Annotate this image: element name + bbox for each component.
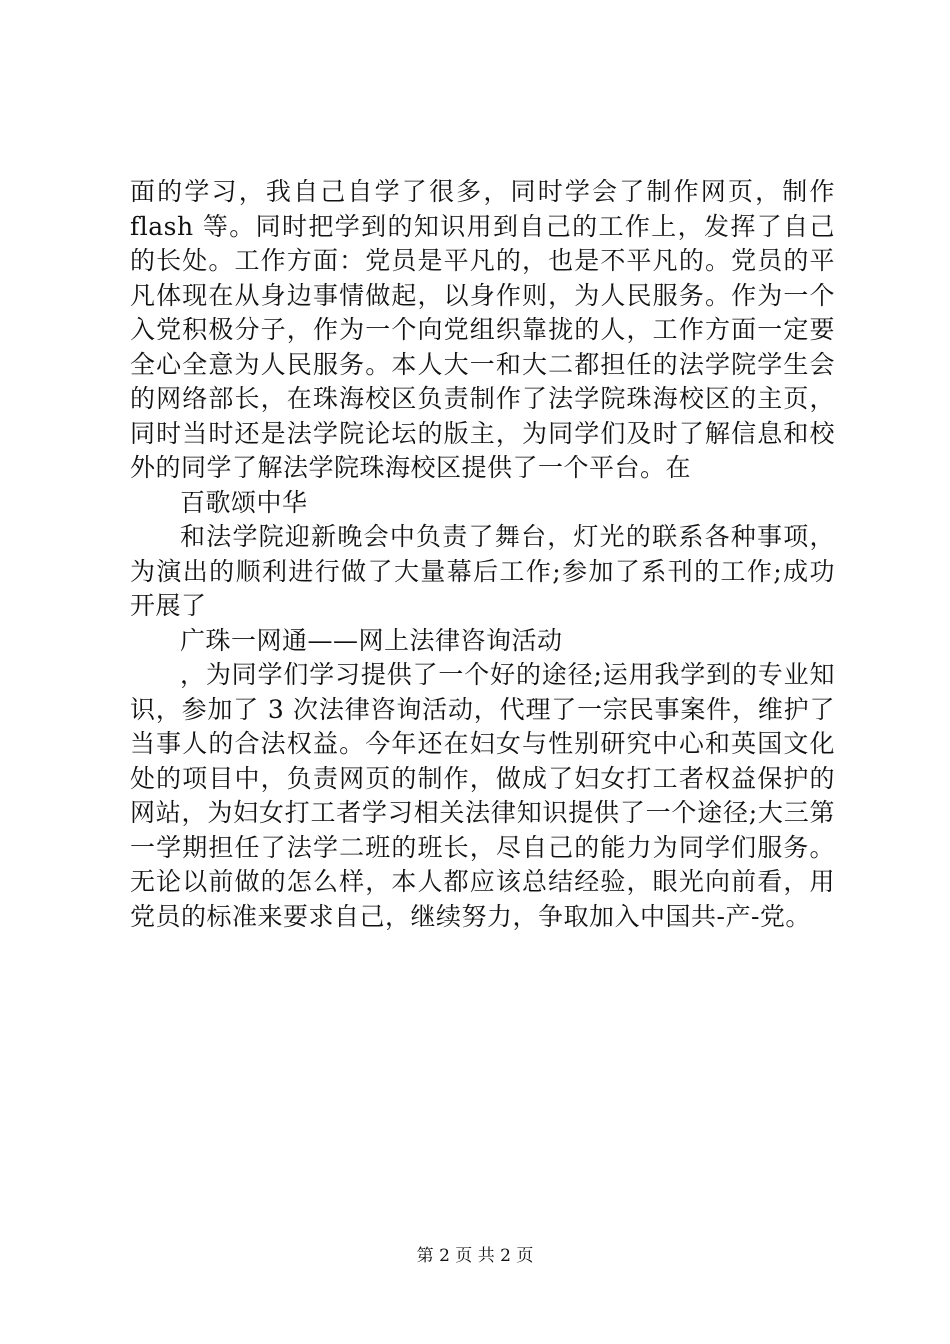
text-line: 开展了 [130, 591, 207, 620]
text-line: 当事人的合法权益。今年还在妇女与性别研究中心和英国文化 [130, 729, 835, 758]
text-line: 面的学习，我自己自学了很多，同时学会了制作网页，制作 [130, 177, 835, 206]
text-line: 的网络部长，在珠海校区负责制作了法学院珠海校区的主页， [130, 384, 835, 413]
text-line: 外的同学了解法学院珠海校区提供了一个平台。在 [130, 453, 692, 482]
text-line: 党员的标准来要求自己，继续努力，争取加入中国共-产-党。 [130, 901, 811, 931]
text-line: 为演出的顺利进行做了大量幕后工作;参加了系刊的工作;成功 [130, 556, 835, 586]
text-line: 入党积极分子，作为一个向党组织靠拢的人，工作方面一定要 [130, 315, 835, 344]
text-line-indented: ，为同学们学习提供了一个好的途径;运用我学到的专业知 [180, 660, 835, 689]
body-text [130, 175, 835, 934]
text-line-indented: 百歌颂中华 [180, 487, 308, 517]
text-line-indented: 广珠一网通——网上法律咨询活动 [180, 625, 563, 655]
text-line-indented: 和法学院迎新晚会中负责了舞台，灯光的联系各种事项， [180, 522, 835, 551]
text-line: 凡体现在从身边事情做起，以身作则，为人民服务。作为一个 [130, 280, 835, 310]
text-line: 全心全意为人民服务。本人大一和大二都担任的法学院学生会 [130, 349, 835, 379]
text-line: 一学期担任了法学二班的班长，尽自己的能力为同学们服务。 [130, 832, 835, 862]
text-line: flash 等。同时把学到的知识用到自己的工作上，发挥了自己 [130, 211, 835, 241]
page-number-footer: 第 2 页 共 2 页 [416, 1246, 534, 1266]
text-line: 处的项目中，负责网页的制作，做成了妇女打工者权益保护的 [130, 763, 835, 793]
text-line: 同时当时还是法学院论坛的版主，为同学们及时了解信息和校 [130, 418, 835, 448]
text-line: 网站，为妇女打工者学习相关法律知识提供了一个途径;大三第 [130, 798, 835, 827]
text-line: 无论以前做的怎么样，本人都应该总结经验，眼光向前看，用 [130, 867, 835, 896]
text-line: 的长处。工作方面：党员是平凡的，也是不平凡的。党员的平 [130, 246, 835, 275]
text-line: 识，参加了 3 次法律咨询活动，代理了一宗民事案件，维护了 [130, 694, 835, 724]
